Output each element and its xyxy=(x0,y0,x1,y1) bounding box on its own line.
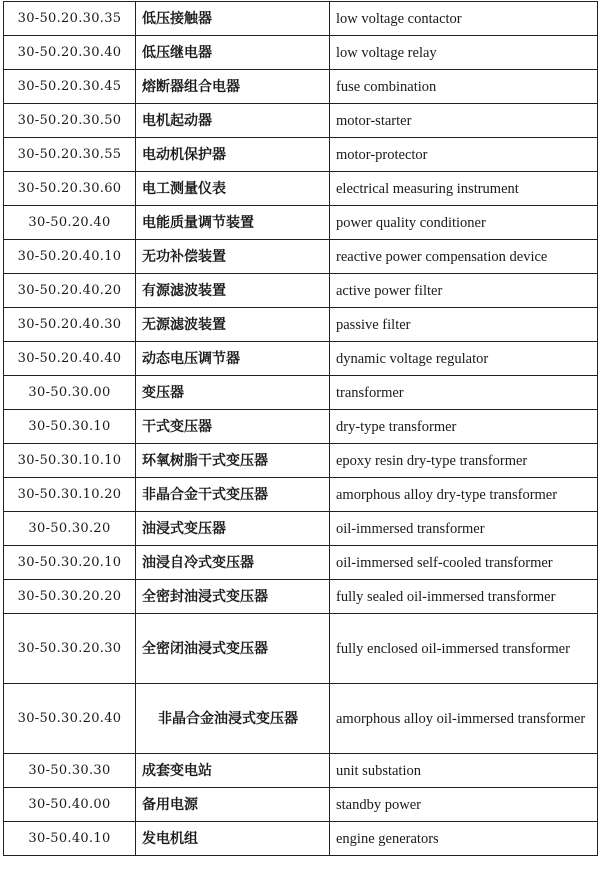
term-code: 30-50.30.10.10 xyxy=(4,444,136,478)
term-english: amorphous alloy dry-type transformer xyxy=(330,478,598,512)
term-chinese: 有源滤波装置 xyxy=(136,274,330,308)
table-row xyxy=(4,754,598,788)
term-english: passive filter xyxy=(330,308,598,342)
term-chinese: 干式变压器 xyxy=(136,410,330,444)
table-row xyxy=(4,376,598,410)
term-code: 30-50.30.10.20 xyxy=(4,478,136,512)
term-english: fully sealed oil-immersed transformer xyxy=(330,580,598,614)
term-english: low voltage relay xyxy=(330,36,598,70)
term-english: dynamic voltage regulator xyxy=(330,342,598,376)
term-chinese: 非晶合金油浸式变压器 xyxy=(136,684,330,754)
term-code: 30-50.20.40.30 xyxy=(4,308,136,342)
term-english: unit substation xyxy=(330,754,598,788)
term-code: 30-50.30.20 xyxy=(4,512,136,546)
table-row xyxy=(4,444,598,478)
term-english: engine generators xyxy=(330,822,598,856)
term-chinese: 电工测量仪表 xyxy=(136,172,330,206)
term-code: 30-50.30.20.40 xyxy=(4,684,136,754)
term-code: 30-50.20.40.10 xyxy=(4,240,136,274)
term-english: motor-starter xyxy=(330,104,598,138)
term-chinese: 无功补偿装置 xyxy=(136,240,330,274)
table-row xyxy=(4,410,598,444)
term-english: dry-type transformer xyxy=(330,410,598,444)
term-chinese: 环氧树脂干式变压器 xyxy=(136,444,330,478)
terminology-table xyxy=(3,1,598,856)
table-row xyxy=(4,172,598,206)
term-code: 30-50.20.30.55 xyxy=(4,138,136,172)
table-row xyxy=(4,274,598,308)
term-code: 30-50.30.20.10 xyxy=(4,546,136,580)
term-english: fully enclosed oil-immersed transformer xyxy=(330,614,598,684)
table-row xyxy=(4,580,598,614)
table-row xyxy=(4,342,598,376)
term-chinese: 电机起动器 xyxy=(136,104,330,138)
term-code: 30-50.20.30.40 xyxy=(4,36,136,70)
term-code: 30-50.20.40 xyxy=(4,206,136,240)
term-chinese: 全密闭油浸式变压器 xyxy=(136,614,330,684)
table-row xyxy=(4,138,598,172)
term-english: electrical measuring instrument xyxy=(330,172,598,206)
term-chinese: 变压器 xyxy=(136,376,330,410)
table-row xyxy=(4,240,598,274)
term-chinese: 电能质量调节装置 xyxy=(136,206,330,240)
term-chinese: 熔断器组合电器 xyxy=(136,70,330,104)
term-code: 30-50.20.30.50 xyxy=(4,104,136,138)
table-row xyxy=(4,36,598,70)
term-code: 30-50.40.10 xyxy=(4,822,136,856)
term-chinese: 成套变电站 xyxy=(136,754,330,788)
term-chinese: 电动机保护器 xyxy=(136,138,330,172)
term-english: transformer xyxy=(330,376,598,410)
table-row xyxy=(4,614,598,684)
term-english: oil-immersed transformer xyxy=(330,512,598,546)
term-english: oil-immersed self-cooled transformer xyxy=(330,546,598,580)
term-code: 30-50.40.00 xyxy=(4,788,136,822)
term-english: power quality conditioner xyxy=(330,206,598,240)
term-chinese: 非晶合金干式变压器 xyxy=(136,478,330,512)
term-chinese: 油浸自冷式变压器 xyxy=(136,546,330,580)
table-row xyxy=(4,104,598,138)
term-code: 30-50.20.30.35 xyxy=(4,2,136,36)
term-english: low voltage contactor xyxy=(330,2,598,36)
term-code: 30-50.20.40.20 xyxy=(4,274,136,308)
term-code: 30-50.30.20.30 xyxy=(4,614,136,684)
term-english: motor-protector xyxy=(330,138,598,172)
term-code: 30-50.30.10 xyxy=(4,410,136,444)
table-row xyxy=(4,206,598,240)
term-chinese: 低压继电器 xyxy=(136,36,330,70)
table-row xyxy=(4,478,598,512)
term-chinese: 油浸式变压器 xyxy=(136,512,330,546)
table-row xyxy=(4,788,598,822)
table-row xyxy=(4,70,598,104)
table-row xyxy=(4,512,598,546)
table-row xyxy=(4,2,598,36)
term-code: 30-50.30.00 xyxy=(4,376,136,410)
term-english: active power filter xyxy=(330,274,598,308)
table-row xyxy=(4,822,598,856)
term-chinese: 全密封油浸式变压器 xyxy=(136,580,330,614)
term-code: 30-50.20.30.60 xyxy=(4,172,136,206)
term-english: fuse combination xyxy=(330,70,598,104)
term-code: 30-50.20.30.45 xyxy=(4,70,136,104)
term-code: 30-50.30.30 xyxy=(4,754,136,788)
term-chinese: 备用电源 xyxy=(136,788,330,822)
term-chinese: 发电机组 xyxy=(136,822,330,856)
term-english: amorphous alloy oil-immersed transformer xyxy=(330,684,598,754)
term-chinese: 低压接触器 xyxy=(136,2,330,36)
term-chinese: 动态电压调节器 xyxy=(136,342,330,376)
term-chinese: 无源滤波装置 xyxy=(136,308,330,342)
term-english: reactive power compensation device xyxy=(330,240,598,274)
term-english: epoxy resin dry-type transformer xyxy=(330,444,598,478)
table-row xyxy=(4,308,598,342)
table-row xyxy=(4,546,598,580)
term-english: standby power xyxy=(330,788,598,822)
table-row xyxy=(4,684,598,754)
term-code: 30-50.20.40.40 xyxy=(4,342,136,376)
term-code: 30-50.30.20.20 xyxy=(4,580,136,614)
